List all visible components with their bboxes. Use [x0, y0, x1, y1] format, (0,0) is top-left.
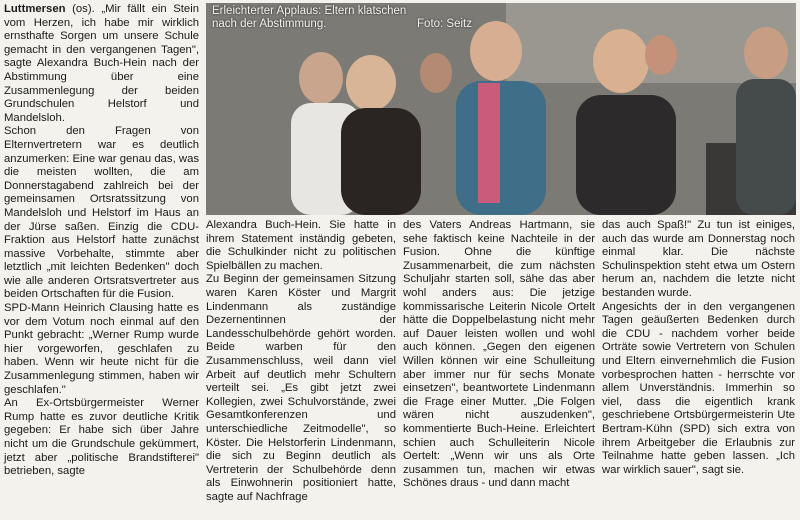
paragraph: Alexandra Buch-Hein. Sie hatte in ihrem Statement inständig gebeten, die Schulkinder nicht zu politischen Spielbällen zu machen. — [206, 219, 396, 272]
dateline: Luttmersen — [4, 3, 66, 15]
paragraph: Zu Beginn der gemeinsamen Sitzung waren Karen Köster und Margrit Lindenmann als zuständige Dezernentinnen der Landesschulbehörde gehört worden. Beide warben für den Zusammenschluss, weil dann viel Arbeit auf deutlich mehr Schultern verteilt sei. „Es gibt jetzt zwei Kollegien, zwei Schulvorstände, zwei Gesamtkonferenzen und unterschiedliche Zeitmodelle", so Köster. Die Helstorferin Lindenmann, die sich zu Beginn deutlich als Vertreterin der Schulbehörde denn als Einwohnerin positioniert hatte, sagte auf Nachfrage — [206, 273, 396, 503]
paragraph: Angesichts der in den vergangenen Tagen geäußerten Bedenken durch die CDU - nachdem vorher beide Orträte sowie Vertretern von Schulen und Eltern einvernehmlich die Fusion vorbesprochen hatten - herrschte vor allem Unverständnis. Immerhin so viel, dass die eigentlich krank geschriebene Ortsbürgermeisterin Ute Bertram-Kühn (SPD) sich extra von ihrem Arbeitgeber die Erlaubnis zur Teilnahme hatte geben lassen. „Ich war wirklich sauer", sagt sie. — [602, 300, 795, 476]
paragraph: Schon den Fragen von Elternvertretern war es deutlich anzumerken: Eine war genau das, was die meisten wollten, die am Donnerstagabend zahlreich bei der gemeinsamen Ortsratssitzung von Mandelsloh und Helstorf im Haus an der Jürse saßen. Einzig die CDU-Fraktion aus Helstorf hatte zunächst massive Vorbehalte, stimmte aber letztlich „mit leichten Bedenken" doch wie alle anderen Ortsratsvertreter aus beiden Ortschaften für die Fusion. — [4, 125, 199, 301]
photo-caption — [212, 5, 472, 31]
news-photo — [206, 3, 796, 215]
paragraph: SPD-Mann Heinrich Clausing hatte es vor dem Votum noch einmal auf den Punkt gebracht: „Werner Rump wurde hier vorgeworfen, geschlafen zu haben. Wenn wir heute nicht für die Zusammenlegung stimmen, haben wir geschlafen." — [4, 302, 199, 396]
photo-image — [206, 3, 796, 215]
caption-line: nach der Abstimmung. — [212, 18, 327, 30]
article-column-3 — [403, 219, 595, 491]
caption-line: Erleichterter Applaus: Eltern klatschen — [212, 5, 407, 17]
article-column-4 — [602, 219, 795, 477]
article-column-1 — [4, 3, 199, 479]
paragraph — [4, 3, 199, 125]
paragraph: das auch Spaß!" Zu tun ist einiges, auch das wurde am Donnerstag noch einmal klar. Die nächste Schulinspektion steht etwa um Ostern herum an, nachdem die letzte nicht bestanden wurde. — [602, 219, 795, 299]
paragraph: An Ex-Ortsbürgermeister Werner Rump hatte es zuvor deutliche Kritik gegeben: Er habe sich über Jahre nicht um die Grundschule gekümmert, jetzt aber „politische Brandstifterei" betrieben, sagte — [4, 397, 199, 478]
paragraph: des Vaters Andreas Hartmann, sie sehe faktisch keine Nachteile in der Fusion. Ohne die künftige Zusammenarbeit, die zum nächsten Schuljahr starten soll, sähe das aber wohl anders aus: Die jetzige kommissarische Leiterin Nicole Ortelt hätte die Doppelbelastung nicht mehr auf Dauer leisten wollen und wohl auch können. „Gegen den eigenen Willen können wir eine Schulleitung aber immer nur für sechs Monate einsetzen", beantwortete Lindenmann die Frage einer Mutter. „Die Folgen wären nicht auszudenken", kommentierte Buch-Heine. Erleichtert schien auch Schulleiterin Nicole Oertelt: „Wenn wir uns als Orte zusammen tun, machen wir etwas Schönes draus - und dann macht — [403, 219, 595, 490]
paragraph-text: (os). „Mir fällt ein Stein vom Herzen, ich habe mir wirklich ernsthafte Sorgen um unsere Schule gemacht in den vergangenen Tagen", sagte Alexandra Buch-Hein nach der Abstimmung über eine Zusammenlegung der beiden Grundschulen Helstorf und Mandelsloh. — [4, 3, 199, 124]
article-column-2 — [206, 219, 396, 504]
photo-credit: Foto: Seitz — [417, 18, 472, 30]
